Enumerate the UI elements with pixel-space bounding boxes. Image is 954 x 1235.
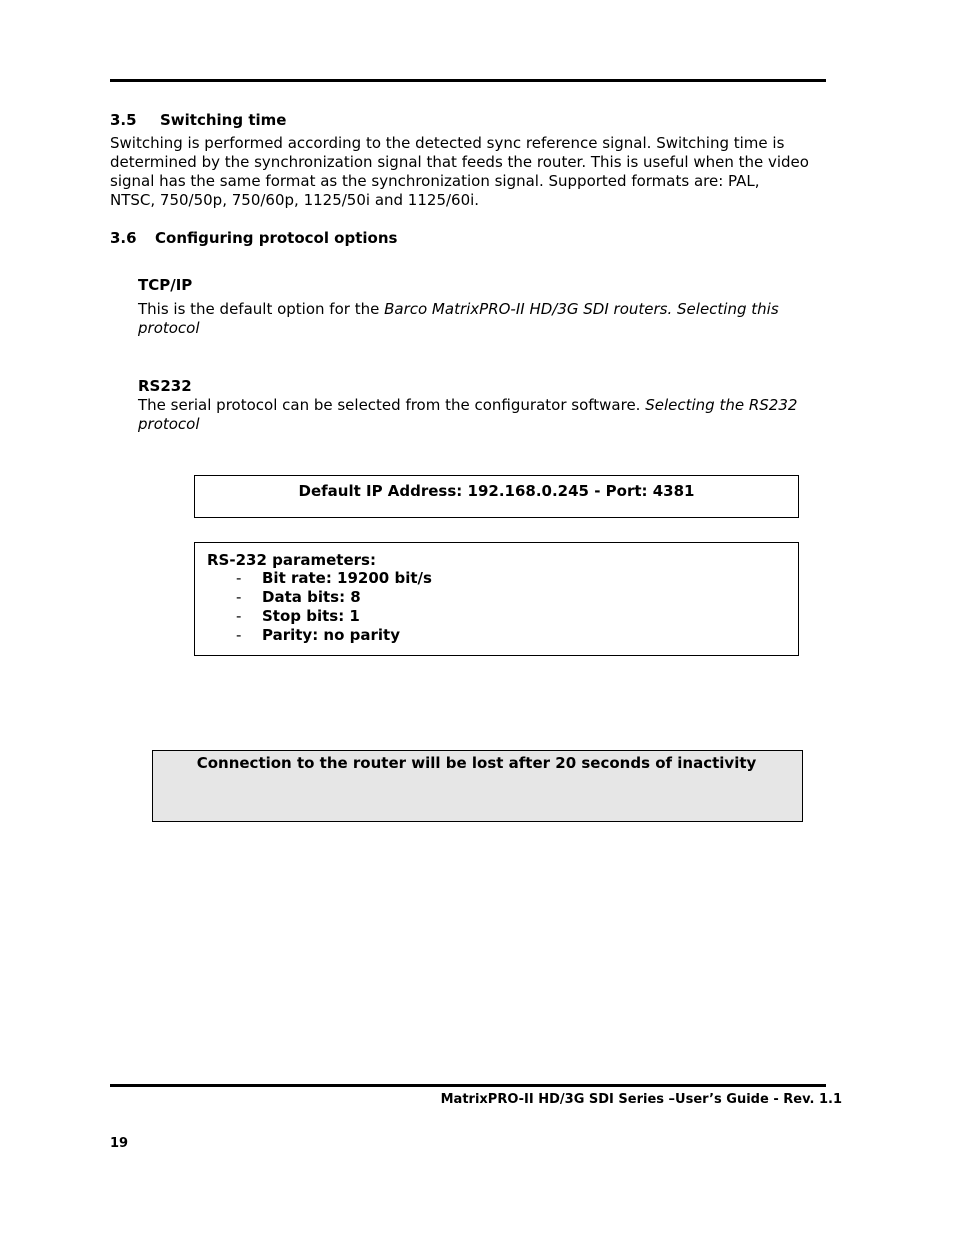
rs232-parameters-title: RS-232 parameters:	[207, 551, 376, 569]
tcpip-text-plain: This is the default option for the	[138, 300, 385, 318]
tcpip-description	[138, 300, 779, 319]
list-bullet: -	[236, 588, 242, 606]
list-bullet: -	[236, 607, 242, 625]
list-item: Stop bits: 1	[262, 607, 360, 625]
rs232-text-italic: Selecting the RS232	[645, 396, 798, 414]
body-line: determined by the synchronization signal that feeds the router. This is useful when the video	[110, 153, 809, 171]
rs232-parameters-box	[194, 542, 799, 656]
rs232-text-plain: The serial protocol can be selected from the configurator software.	[138, 396, 646, 414]
footer-guide-title: MatrixPRO-II HD/3G SDI Series –User’s Guide - Rev. 1.1	[440, 1092, 842, 1107]
tcpip-text-italic: Barco MatrixPRO-II HD/3G SDI routers. Selecting this	[384, 300, 779, 318]
rs232-description	[138, 396, 797, 415]
list-item: Bit rate: 19200 bit/s	[262, 569, 432, 587]
section-title: Configuring protocol options	[155, 229, 398, 247]
inactivity-notice-box	[152, 750, 803, 822]
section-title: Switching time	[160, 111, 287, 129]
subsection-heading-tcpip: TCP/IP	[138, 276, 193, 294]
tcpip-text-italic: protocol	[138, 319, 200, 337]
ip-address-text: Default IP Address: 192.168.0.245 - Port: 4381	[298, 482, 695, 500]
footer-rule	[110, 1084, 826, 1087]
inactivity-notice-text: Connection to the router will be lost after 20 seconds of inactivity	[196, 754, 757, 772]
ip-address-box	[194, 475, 799, 518]
body-line: signal has the same format as the synchronization signal. Supported formats are: PAL,	[110, 172, 760, 190]
section-number: 3.6	[110, 229, 137, 247]
list-item: Data bits: 8	[262, 588, 361, 606]
body-line: NTSC, 750/50p, 750/60p, 1125/50i and 1125/60i.	[110, 191, 480, 209]
subsection-heading-rs232: RS232	[138, 377, 192, 395]
header-rule	[110, 79, 826, 82]
rs232-text-italic: protocol	[138, 415, 200, 433]
page-number: 19	[110, 1136, 129, 1151]
list-bullet: -	[236, 626, 242, 644]
list-item: Parity: no parity	[262, 626, 400, 644]
section-number: 3.5	[110, 111, 137, 129]
list-bullet: -	[236, 569, 242, 587]
body-line: Switching is performed according to the detected sync reference signal. Switching time is	[110, 134, 785, 152]
